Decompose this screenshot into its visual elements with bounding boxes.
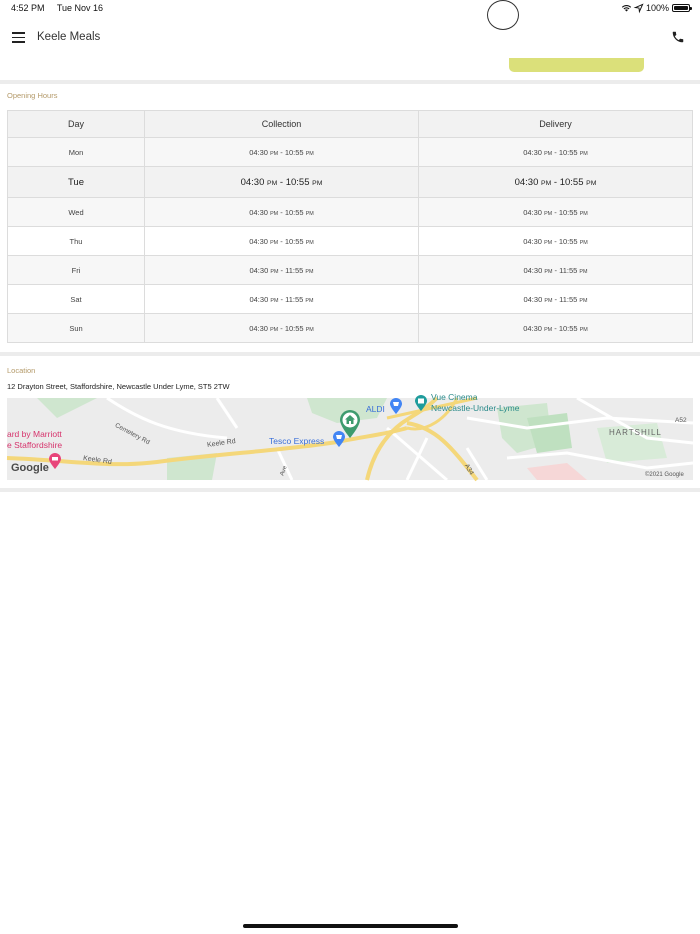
period-label: PM (586, 179, 597, 187)
collection-end-time: 11:55 (285, 265, 304, 275)
period-label: PM (305, 326, 314, 333)
table-row (8, 314, 693, 343)
period-label: PM (305, 297, 314, 304)
battery-icon (672, 4, 690, 12)
cell-collection-hours (145, 285, 419, 314)
address-text: 12 Drayton Street, Staffordshire, Newcastle Under Lyme, ST5 2TW (7, 382, 230, 391)
status-bar (0, 0, 700, 18)
cell-delivery-hours (419, 167, 693, 198)
map-label-keele-rd-left: Keele Rd (82, 455, 113, 466)
cell-day: Thu (8, 227, 145, 256)
app-header (0, 26, 700, 50)
delivery-start-time: 04:30 (514, 176, 539, 188)
cell-delivery-hours (419, 227, 693, 256)
opening-hours-title: Opening Hours (7, 91, 58, 100)
time-separator: - (278, 236, 285, 246)
collection-start-time: 04:30 (249, 294, 269, 304)
map-label-cinema-2: Newcastle-Under-Lyme (431, 403, 520, 413)
delivery-start-time: 04:30 (523, 323, 542, 333)
map-label-a34: A34 (462, 462, 475, 477)
map-label-cinema: Vue Cinema (431, 392, 478, 402)
cell-collection-hours (145, 314, 419, 343)
period-label: PM (270, 268, 279, 275)
time-separator: - (278, 323, 285, 333)
map-label-hartshill: HARTSHILL (609, 428, 662, 437)
wifi-icon (621, 4, 632, 12)
period-label: PM (579, 150, 588, 157)
period-label: PM (579, 268, 588, 275)
cell-delivery-hours (419, 138, 693, 167)
collection-end-time: 10:55 (284, 207, 304, 217)
column-header-delivery: Delivery (419, 111, 693, 138)
period-label: PM (579, 326, 588, 333)
period-label: PM (544, 150, 553, 157)
cinema-pin-icon[interactable] (415, 395, 427, 411)
delivery-start-time: 04:30 (523, 294, 543, 304)
period-label: PM (579, 297, 588, 304)
table-row (8, 256, 693, 285)
period-label: PM (267, 179, 278, 187)
cell-collection-hours (145, 138, 419, 167)
time-separator: - (551, 176, 560, 188)
location-map[interactable] (7, 392, 693, 480)
collection-start-time: 04:30 (249, 323, 268, 333)
time-separator: - (278, 294, 286, 304)
time-separator: - (552, 323, 559, 333)
delivery-start-time: 04:30 (523, 147, 542, 157)
time-separator: - (278, 265, 286, 275)
map-label-a52: A52 (675, 417, 687, 424)
cell-day: Mon (8, 138, 145, 167)
collection-end-time: 10:55 (285, 176, 310, 188)
cell-delivery-hours (419, 256, 693, 285)
table-row (8, 138, 693, 167)
period-label: PM (270, 210, 279, 217)
status-date: Tue Nov 16 (56, 3, 104, 13)
hotel-pin-icon[interactable] (49, 453, 61, 469)
delivery-end-time: 10:55 (559, 176, 584, 188)
period-label: PM (544, 297, 553, 304)
delivery-start-time: 04:30 (523, 265, 543, 275)
opening-hours-table (7, 110, 693, 343)
period-label: PM (305, 268, 314, 275)
period-label: PM (270, 326, 279, 333)
time-separator: - (552, 236, 559, 246)
map-label-keele-rd-right: Keele Rd (206, 438, 237, 449)
cell-collection-hours (145, 227, 419, 256)
period-label: PM (305, 239, 314, 246)
period-label: PM (541, 179, 552, 187)
cell-day: Tue (8, 167, 145, 198)
time-separator: - (278, 147, 285, 157)
period-label: PM (544, 326, 553, 333)
delivery-end-time: 11:55 (559, 265, 578, 275)
battery-percent: 100% (645, 3, 669, 13)
table-row (8, 167, 693, 198)
location-title: Location (7, 366, 36, 375)
period-label: PM (305, 210, 314, 217)
cell-collection-hours (145, 256, 419, 285)
map-label-cemetery-rd: Cemetery Rd (113, 422, 151, 447)
cell-day: Fri (8, 256, 145, 285)
column-header-day: Day (8, 111, 145, 138)
period-label: PM (270, 297, 279, 304)
hamburger-menu-icon[interactable] (12, 32, 25, 42)
period-label: PM (579, 239, 588, 246)
period-label: PM (544, 210, 553, 217)
map-label-hotel-2: e Staffordshire (7, 440, 63, 450)
delivery-end-time: 10:55 (558, 147, 578, 157)
collection-start-time: 04:30 (249, 236, 268, 246)
map-label-tesco: Tesco Express (269, 436, 325, 446)
table-row (8, 198, 693, 227)
cell-delivery-hours (419, 314, 693, 343)
divider (0, 488, 700, 492)
table-row (8, 227, 693, 256)
divider (0, 352, 700, 356)
collection-start-time: 04:30 (249, 147, 268, 157)
delivery-end-time: 10:55 (558, 323, 578, 333)
collection-end-time: 10:55 (284, 236, 304, 246)
collection-start-time: 04:30 (249, 207, 268, 217)
map-label-aldi: ALDI (366, 404, 385, 414)
delivery-end-time: 10:55 (558, 236, 578, 246)
google-logo: Google (11, 462, 49, 474)
collection-start-time: 04:30 (249, 265, 269, 275)
collection-end-time: 10:55 (284, 323, 304, 333)
collection-end-time: 11:55 (285, 294, 304, 304)
period-label: PM (270, 150, 279, 157)
column-header-collection: Collection (145, 111, 419, 138)
home-indicator[interactable] (243, 924, 458, 928)
collection-end-time: 10:55 (284, 147, 304, 157)
location-arrow-icon (635, 4, 643, 12)
order-button[interactable] (509, 58, 644, 72)
period-label: PM (305, 150, 314, 157)
time-separator: - (552, 294, 560, 304)
period-label: PM (579, 210, 588, 217)
cell-day: Sat (8, 285, 145, 314)
cell-collection-hours (145, 198, 419, 227)
phone-icon[interactable] (671, 30, 685, 44)
collection-start-time: 04:30 (240, 176, 265, 188)
home-location-pin-icon[interactable] (340, 410, 360, 438)
cell-delivery-hours (419, 285, 693, 314)
aldi-shop-pin-icon[interactable] (390, 398, 402, 414)
period-label: PM (270, 239, 279, 246)
delivery-end-time: 10:55 (558, 207, 578, 217)
map-label-ave: Ave (279, 465, 289, 477)
cell-collection-hours (145, 167, 419, 198)
cell-delivery-hours (419, 198, 693, 227)
divider (0, 80, 700, 84)
period-label: PM (544, 268, 553, 275)
period-label: PM (544, 239, 553, 246)
app-title: Keele Meals (37, 31, 101, 43)
cell-day: Wed (8, 198, 145, 227)
delivery-start-time: 04:30 (523, 207, 542, 217)
table-row (8, 285, 693, 314)
period-label: PM (312, 179, 323, 187)
time-separator: - (552, 147, 559, 157)
status-time: 4:52 PM (11, 3, 45, 13)
time-separator: - (552, 207, 559, 217)
delivery-end-time: 11:55 (559, 294, 578, 304)
cell-day: Sun (8, 314, 145, 343)
map-copyright: ©2021 Google (645, 472, 684, 478)
map-label-hotel: ard by Marriott (7, 429, 62, 439)
time-separator: - (277, 176, 286, 188)
delivery-start-time: 04:30 (523, 236, 542, 246)
table-header-row (8, 111, 693, 138)
time-separator: - (278, 207, 285, 217)
time-separator: - (552, 265, 560, 275)
